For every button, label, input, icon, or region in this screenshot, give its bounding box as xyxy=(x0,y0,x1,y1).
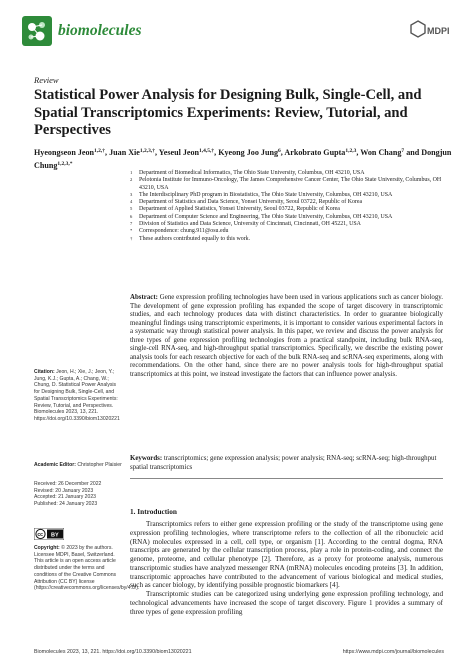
abstract-label: Abstract: xyxy=(130,294,158,301)
affiliation: 6 Department of Computer Science and Engineering, The Ohio State University, Columbus, OH 43210, USA xyxy=(130,213,393,220)
author: Hyeongseon Jeon$^{1,2,\dagger}$, xyxy=(34,148,110,157)
paragraph: Transcriptomic studies can be categorized using underlying gene expression profiling technology, and technological advancements have increased the scope of target discovery. Figure 1 provides a summary of three types of gene expression profiling xyxy=(130,590,443,616)
cc-by-license-icon xyxy=(34,528,64,540)
affiliation: 3 The Interdisciplinary PhD program in Biostatistics, The Ohio State University, Columbus, OH 43210, USA xyxy=(130,191,393,198)
footer-journal-url[interactable]: https://www.mdpi.com/journal/biomolecules xyxy=(342,649,444,655)
author: Yeseul Jeon$^{1,4,5,\dagger}$, xyxy=(158,148,219,157)
keywords-label: Keywords: xyxy=(130,455,163,462)
svg-text:BY: BY xyxy=(51,532,59,539)
date-received: Received: 26 December 2022 xyxy=(34,481,102,487)
author: Juan Xie$^{1,2,3,\dagger}$, xyxy=(109,148,159,157)
svg-text:cc: cc xyxy=(37,532,43,538)
author: Won Chang$^7$ xyxy=(360,148,405,157)
biomolecules-logo-icon xyxy=(22,16,52,46)
affiliation-list xyxy=(130,170,450,243)
publication-dates xyxy=(34,481,122,508)
article-title: Statistical Power Analysis for Designing Bulk, Single-Cell, and Spatial Transcriptomics Experiments: Review, Tutorial, and Perspectives xyxy=(34,87,422,138)
abstract xyxy=(130,294,443,379)
academic-editor: Academic Editor: Christopher Plaisier xyxy=(34,462,122,468)
affiliation: 4 Department of Statistics and Data Science, Yonsei University, Seoul 03722, Republic of Korea xyxy=(130,199,363,206)
keywords xyxy=(130,455,443,472)
divider xyxy=(130,478,443,479)
affiliation: 2 Pelotonia Institute for Immuno-Oncology, The James Comprehensive Cancer Center, The Ohio State University, Columbus, OH 43210, USA xyxy=(130,177,442,191)
date-revised: Revised: 20 January 2023 xyxy=(34,487,94,494)
author: Kyeong Joo Jung$^6$, xyxy=(218,148,285,157)
correspondence: * Correspondence: chung.911@osu.edu xyxy=(130,228,229,235)
abstract-text: Gene expression profiling technologies have been used in various applications such as cancer biology. The development of gene expression profiling has expanded the scope of target discovery in transcriptomic studies, and each technology produces data with distinct characteristics. In order to guarantee biologically meaningful findings using transcriptomic experiments, it is important to consider various experimental factors in a systematic way through statistical power analysis. In this paper, we review and discuss the power analysis for three types of gene expression profiling technologies from a practical standpoint, including bulk RNA-seq, single-cell RNA-seq, and high-throughput spatial transcriptomics. Specifically, we describe the existing power analysis tools for each research objective for each of the bulk RNA-seq and scRNA-seq experiments, along with recommendations. On the other hand, since there are no power analysis tools for high-throughput spatial transcriptomics at this point, we instead investigate the factors that can influence power analysis. xyxy=(130,294,443,378)
paragraph: Transcriptomics refers to either gene expression profiling or the study of the transcriptome using gene expression profiling technologies, where transcriptome refers to the collection of all the ribonucleic acid (RNA) molecules expressed in a cell, cell type, or organism [1]. According to the central dogma, RNA transcripts are generated by the cellular transcription process, play a role in protein-coding, and connect the genome, proteome, and cellular phenotype [2]. Therefore, as a proxy for proteome analysis, numerous transcriptomic studies have analyzed messenger RNA (mRNA) molecules encoding proteins [3]. In addition, transcriptomic approaches have contributed to the advancement of various biological and medical studies, such as cancer biology, by identifying possible prognostic biomarkers [4]. xyxy=(130,520,443,590)
footer-citation: Biomolecules 2023, 13, 221. https://doi.org/10.3390/biom13020221 xyxy=(34,649,192,655)
page-footer xyxy=(34,649,444,655)
author: and Dongjun Chung$^{1,2,3,*}$ xyxy=(34,148,452,170)
keywords-text: transcriptomics; gene expression analysis; power analysis; RNA-seq; scRNA-seq; high-throughput spatial transcriptomics xyxy=(130,455,437,471)
mdpi-logo-icon xyxy=(410,20,452,42)
affiliation: 5 Department of Applied Statistics, Yonsei University, Seoul 03722, Republic of Korea xyxy=(130,206,340,213)
date-published: Published: 24 January 2023 xyxy=(34,501,98,508)
author: Arkobrato Gupta$^{1,2,3}$, xyxy=(284,148,361,157)
affiliation: 1 Department of Biomedical Informatics, The Ohio State University, Columbus, OH 43210, USA xyxy=(130,170,365,176)
affiliation: 7 Division of Statistics and Data Science, University of Cincinnati, Cincinnati, OH 45221, USA xyxy=(130,221,361,228)
section-heading: 1. Introduction xyxy=(130,507,177,516)
equal-contribution-note: † These authors contributed equally to this work. xyxy=(130,235,251,242)
journal-name: biomolecules xyxy=(58,22,142,39)
journal-header xyxy=(22,14,452,48)
author-list xyxy=(34,146,454,171)
citation-block: Citation: Jeon, H.; Xie, J.; Jeon, Y.; Jung, K.J.; Gupta, A.; Chang, W.; Chung, D. Statistical Power Analysis for Designing Bulk, Single-Cell, and Spatial Transcriptomics Experiments: Review, Tutorial, and Perspectives. Biomolecules 2023, 13, 221. https://doi.org/10.3390/biom13020221 xyxy=(34,369,120,422)
mdpi-logo-text: MDPI xyxy=(427,26,450,36)
introduction-text xyxy=(130,520,443,616)
copyright-notice: Copyright: © 2023 by the authors. Licensee MDPI, Basel, Switzerland. This article is an open access article distributed under the terms and conditions of the Creative Commons Attribution (CC BY) license (https://creativecommons.org/licenses/by/4.0/). xyxy=(34,545,140,592)
date-accepted: Accepted: 21 January 2023 xyxy=(34,494,97,501)
article-type: Review xyxy=(34,75,59,85)
